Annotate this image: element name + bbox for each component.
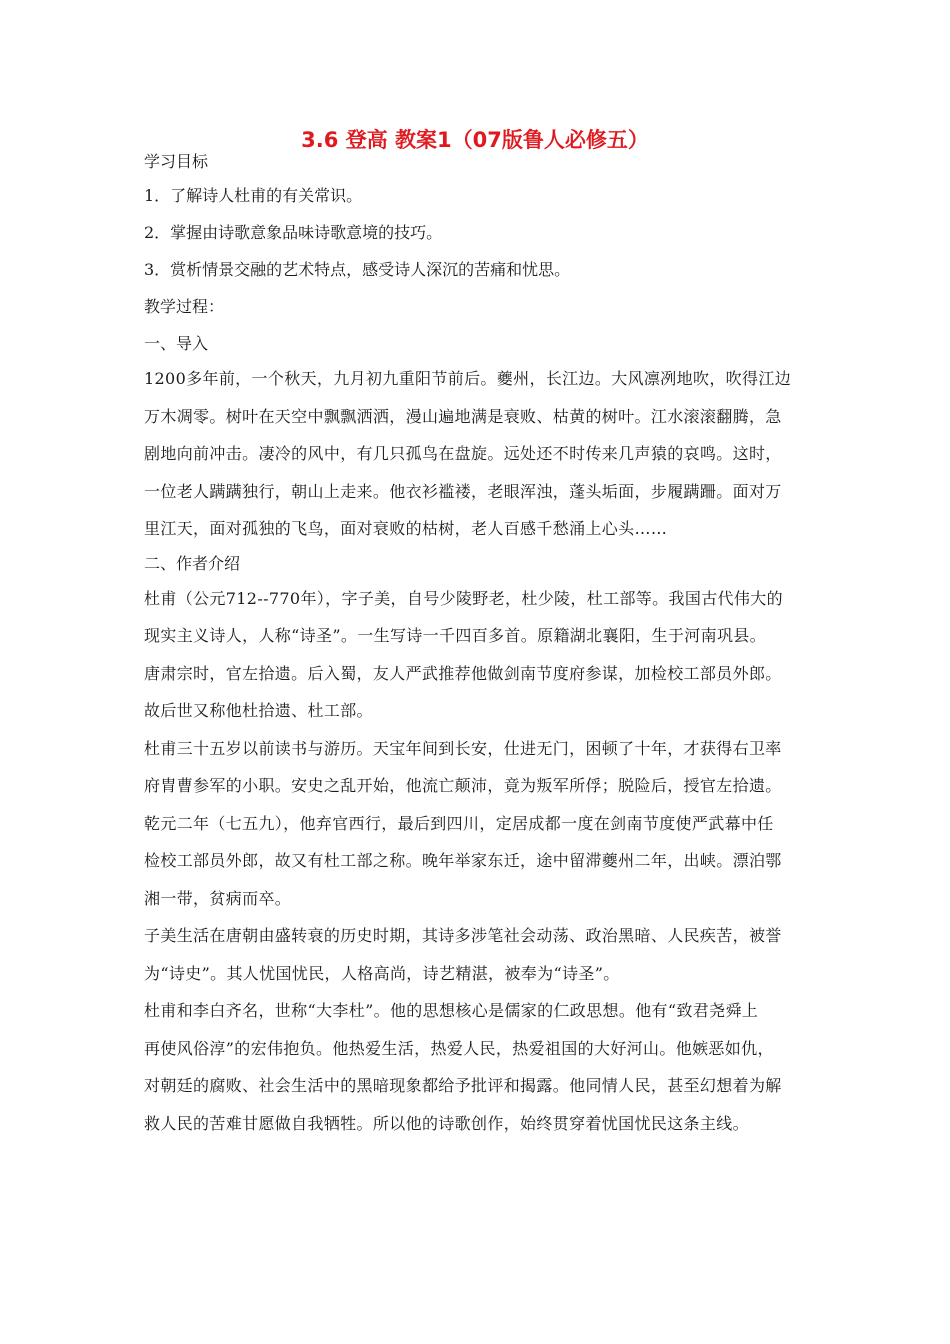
paragraph-line: 杜甫三十五岁以前读书与游历。天宝年间到长安，仕进无门，困顿了十年，才获得右卫率 — [144, 738, 782, 758]
author-paragraph-1 — [144, 580, 810, 730]
goal-item-1: 1．了解诗人杜甫的有关常识。 — [144, 186, 363, 205]
author-paragraph-3 — [144, 917, 810, 992]
goal-item-2: 2．掌握由诗歌意象品味诗歌意境的技巧。 — [144, 223, 443, 242]
paragraph-line: 故后世又称他杜拾遗、杜工部。 — [144, 701, 373, 720]
paragraph-line: 为“诗史”。其人忧国忧民，人格高尚，诗艺精湛，被奉为“诗圣”。 — [144, 963, 620, 983]
document-title: 3.6 登高 教案1（07版鲁人必修五） — [301, 128, 649, 152]
paragraph-line: 杜甫和李白齐名，世称“大李杜”。他的思想核心是儒家的仁政思想。他有“致君尧舜上 — [144, 1001, 759, 1020]
intro-paragraph — [144, 360, 810, 548]
paragraph-line: 乾元二年（七五九），他弃官西行，最后到四川，定居成都一度在剑南节度使严武幕中任 — [144, 813, 774, 833]
goals-heading: 学习目标 — [144, 152, 209, 171]
document-body — [144, 152, 810, 1142]
intro-line: 剧地向前冲击。凄冷的风中，有几只孤鸟在盘旋。远处还不时传来几声猿的哀鸣。这时， — [144, 444, 782, 463]
paragraph-line: 救人民的苦难甘愿做自我牺牲。所以他的诗歌创作，始终贯穿着忧国忧民这条主线。 — [144, 1113, 749, 1133]
intro-line: 里江天，面对孤独的飞鸟，面对衰败的枯树，老人百感千愁涌上心头…… — [144, 519, 668, 538]
paragraph-line: 检校工部员外郎，故又有杜工部之称。晚年举家东迁，途中留滞夔州二年，出峡。漂泊鄂 — [144, 851, 782, 870]
intro-line: 一位老人蹒蹒独行，朝山上走来。他衣衫褴褛，老眼浑浊，蓬头垢面，步履蹒跚。面对万 — [144, 481, 782, 501]
author-paragraph-4 — [144, 992, 810, 1142]
paragraph-line: 府胄曹参军的小职。安史之乱开始，他流亡颠沛，竟为叛军所俘；脱险后，授官左拾遗。 — [144, 776, 782, 795]
author-paragraph-2 — [144, 730, 810, 918]
paragraph-line: 湘一带，贫病而卒。 — [144, 888, 292, 908]
paragraph-line: 现实主义诗人，人称“诗圣”。一生写诗一千四百多首。原籍湖北襄阳，生于河南巩县。 — [144, 626, 767, 645]
goal-item-3: 3．赏析情景交融的艺术特点，感受诗人深沉的苦痛和忧思。 — [144, 260, 571, 279]
paragraph-line: 杜甫（公元712--770年），字子美，自号少陵野老，杜少陵，杜工部等。我国古代伟大的 — [144, 588, 783, 608]
section-heading-intro: 一、导入 — [144, 334, 209, 353]
intro-line: 1200多年前，一个秋天，九月初九重阳节前后。夔州，长江边。大风凛冽地吹，吹得江边 — [144, 369, 792, 388]
intro-line: 万木凋零。树叶在天空中飘飘洒洒，漫山遍地满是衰败、枯黄的树叶。江水滚滚翻腾，急 — [144, 406, 782, 426]
process-heading: 教学过程： — [144, 297, 225, 316]
paragraph-line: 子美生活在唐朝由盛转衰的历史时期，其诗多涉笔社会动荡、政治黑暗、人民疾苦，被誉 — [144, 926, 782, 945]
paragraph-line: 唐肃宗时，官左拾遗。后入蜀，友人严武推荐他做剑南节度府参谋，加检校工部员外郎。 — [144, 663, 782, 683]
section-heading-author: 二、作者介绍 — [144, 553, 241, 573]
paragraph-line: 再使风俗淳”的宏伟抱负。他热爱生活，热爱人民，热爱祖国的大好河山。他嫉恶如仇， — [144, 1038, 774, 1058]
paragraph-line: 对朝廷的腐败、社会生活中的黑暗现象都给予批评和揭露。他同情人民，甚至幻想着为解 — [144, 1076, 782, 1095]
